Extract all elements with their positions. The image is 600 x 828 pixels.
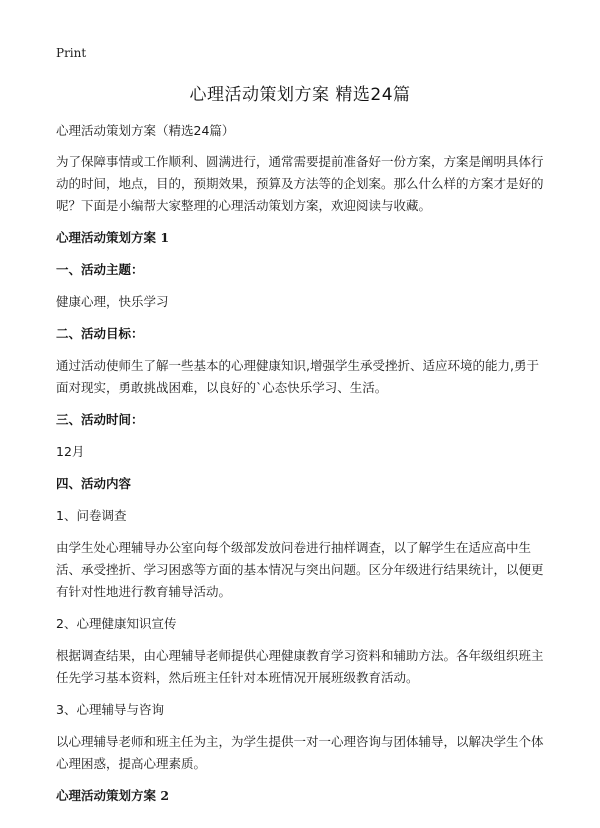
time-text: 12月 <box>56 444 85 459</box>
item-3-heading: 3、心理辅导与咨询 <box>56 702 164 717</box>
content-heading: 四、活动内容 <box>56 476 132 491</box>
subtitle: 心理活动策划方案（精选24篇） <box>56 123 235 138</box>
item-1-heading: 1、问卷调查 <box>56 508 127 523</box>
intro-paragraph: 为了保障事情或工作顺利、圆满进行，通常需要提前准备好一份方案，方案是阐明具体行动的时间，地点，目的，预期效果，预算及方法等的企划案。那么什么样的方案才是好的呢？下面是小编帮大家整理的心理活动策划方案，欢迎阅读与收藏。 <box>56 154 544 213</box>
theme-heading: 一、活动主题： <box>56 262 144 277</box>
item-2-heading: 2、心理健康知识宣传 <box>56 616 177 631</box>
document-body <box>56 120 550 807</box>
plan-2-heading: 心理活动策划方案 2 <box>56 788 170 803</box>
print-link[interactable]: Print <box>56 46 87 60</box>
theme-text: 健康心理，快乐学习 <box>56 294 169 309</box>
item-3-text: 以心理辅导老师和班主任为主，为学生提供一对一心理咨询与团体辅导，以解决学生个体心理困惑，提高心理素质。 <box>56 734 544 771</box>
goal-heading: 二、活动目标： <box>56 326 144 341</box>
item-2-text: 根据调查结果，由心理辅导老师提供心理健康教育学习资料和辅助方法。各年级组织班主任先学习基本资料，然后班主任针对本班情况开展班级教育活动。 <box>56 648 544 685</box>
page-title: 心理活动策划方案 精选24篇 <box>189 85 411 105</box>
item-1-text: 由学生处心理辅导办公室向每个级部发放问卷进行抽样调查，以了解学生在适应高中生活、承受挫折、学习困惑等方面的基本情况与突出问题。区分年级进行结果统计，以便更有针对性地进行教育辅导活动。 <box>56 540 544 599</box>
time-heading: 三、活动时间： <box>56 412 144 427</box>
goal-text: 通过活动使师生了解一些基本的心理健康知识,增强学生承受挫折、适应环境的能力,勇于面对现实，勇敢挑战困难，以良好的`心态快乐学习、生活。 <box>56 358 539 395</box>
plan-1-heading: 心理活动策划方案 1 <box>56 230 170 245</box>
